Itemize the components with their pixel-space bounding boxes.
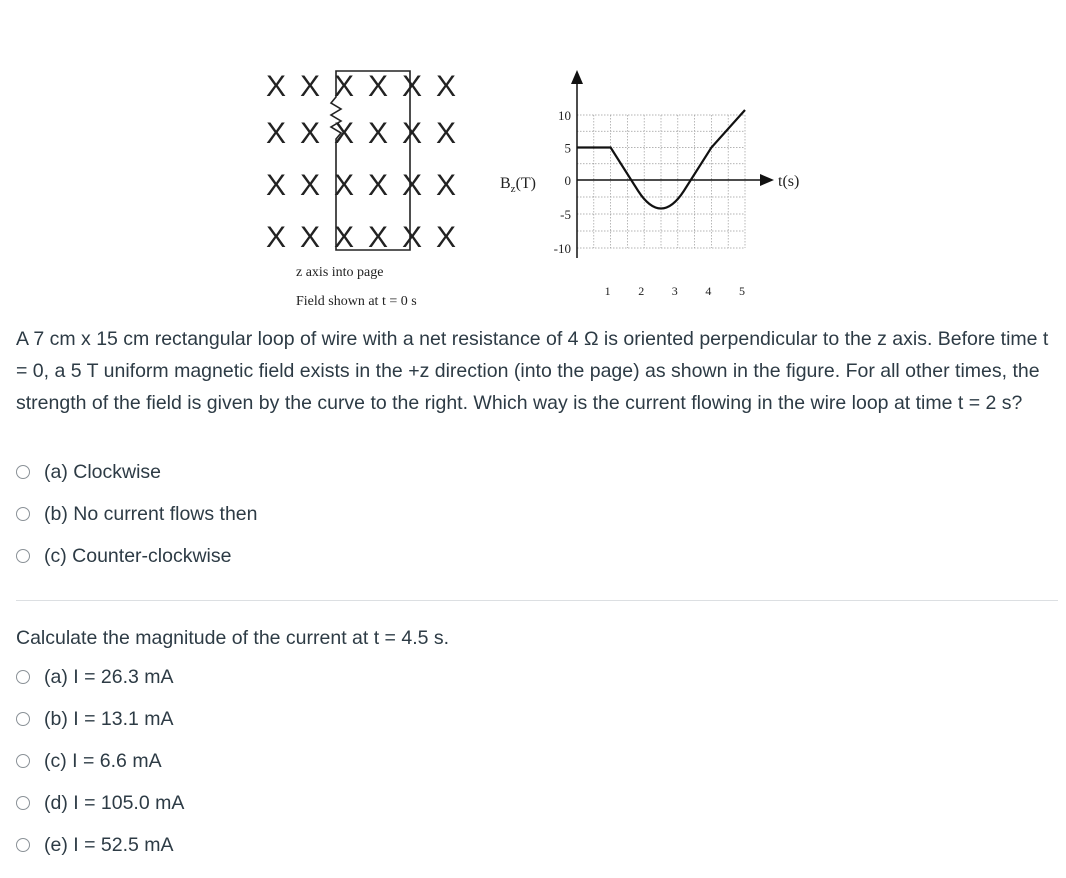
radio-button[interactable] (16, 754, 30, 768)
radio-button[interactable] (16, 712, 30, 726)
answer-option[interactable] (16, 535, 258, 577)
radio-button[interactable] (16, 838, 30, 852)
field-mark-x: X (401, 117, 423, 150)
field-mark-x: X (265, 70, 287, 103)
field-mark-x: X (333, 117, 355, 150)
radio-button[interactable] (16, 670, 30, 684)
field-mark-x: X (299, 70, 321, 103)
field-mark-x: X (401, 169, 423, 202)
field-mark-x: X (333, 169, 355, 202)
field-mark-x: X (265, 117, 287, 150)
question-2-answers (16, 656, 184, 866)
field-mark-x: X (435, 117, 457, 150)
field-mark-x: X (333, 70, 355, 103)
x-axis-label: t(s) (778, 173, 800, 190)
answer-label: (a) Clockwise (44, 460, 162, 483)
x-tick-label: 5 (739, 284, 745, 298)
answer-label: (b) No current flows then (44, 502, 258, 525)
x-tick-label: 4 (705, 284, 712, 298)
graph-grid (577, 115, 745, 248)
field-mark-x: X (367, 70, 389, 103)
field-mark-x: X (265, 221, 287, 254)
question-1-answers (16, 451, 258, 577)
y-tick-label: 5 (564, 140, 571, 156)
field-mark-x: X (333, 221, 355, 254)
field-mark-x: X (435, 70, 457, 103)
radio-button[interactable] (16, 465, 30, 479)
field-mark-x: X (299, 221, 321, 254)
answer-option[interactable] (16, 698, 184, 740)
physics-figure (0, 0, 860, 320)
radio-button[interactable] (16, 549, 30, 563)
x-tick-label: 1 (604, 284, 611, 298)
answer-label: (c) Counter-clockwise (44, 544, 232, 567)
y-tick-label: -5 (560, 207, 571, 222)
x-tick-label: 2 (638, 284, 645, 298)
field-mark-x: X (367, 117, 389, 150)
field-mark-x: X (367, 221, 389, 254)
field-mark-x: X (435, 221, 457, 254)
radio-button[interactable] (16, 796, 30, 810)
field-mark-x: X (299, 117, 321, 150)
z-axis-caption: z axis into page (296, 265, 384, 280)
answer-option[interactable] (16, 740, 184, 782)
answer-option[interactable] (16, 824, 184, 866)
answer-option[interactable] (16, 451, 258, 493)
field-mark-x: X (299, 169, 321, 202)
answer-option[interactable] (16, 656, 184, 698)
question-divider (16, 600, 1058, 601)
x-tick-label: 3 (671, 284, 678, 298)
y-tick-label: 0 (564, 173, 571, 188)
answer-option[interactable] (16, 493, 258, 535)
answer-label: (c) I = 6.6 mA (44, 749, 162, 772)
field-mark-x: X (401, 221, 423, 254)
field-mark-x: X (265, 169, 287, 202)
answer-option[interactable] (16, 782, 184, 824)
field-caption: Field shown at t = 0 s (296, 294, 417, 309)
answer-label: (a) I = 26.3 mA (44, 665, 174, 688)
field-mark-x: X (435, 169, 457, 202)
magnetic-field-diagram (266, 70, 456, 309)
x-axis-arrow (760, 174, 774, 186)
answer-label: (b) I = 13.1 mA (44, 707, 174, 730)
field-mark-x: X (401, 70, 423, 103)
y-axis-arrow (571, 70, 583, 84)
field-mark-x: X (367, 169, 389, 202)
question-2-text: Calculate the magnitude of the current at t = 4.5 s. (16, 627, 450, 649)
question-1-text: A 7 cm x 15 cm rectangular loop of wire with a net resistance of 4 Ω is oriented perpendicular to the z axis. Before time t = 0, a 5 T uniform magnetic field exists in the +z direction (into the page) as shown in the figure. For all other times, the strength of the field is given by the curve to the right. Which way is the current flowing in the wire loop at time t = 2 s? (16, 328, 1049, 414)
answer-label: (e) I = 52.5 mA (44, 833, 174, 856)
y-tick-label: -10 (553, 241, 571, 256)
radio-button[interactable] (16, 507, 30, 521)
y-axis-label: $B_z(T)$ (500, 175, 536, 195)
field-strength-graph (500, 70, 799, 298)
answer-label: (d) I = 105.0 mA (44, 791, 185, 814)
y-tick-label: 10 (558, 108, 571, 123)
